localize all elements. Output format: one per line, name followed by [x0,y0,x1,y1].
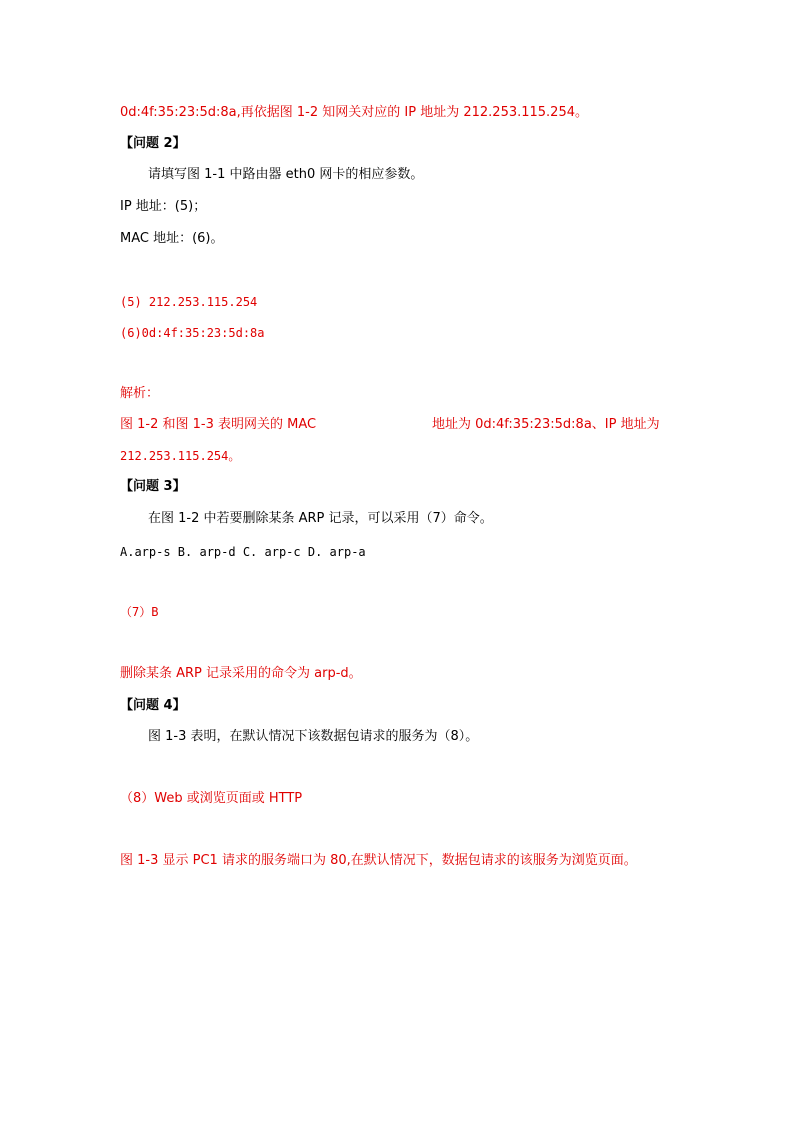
answer-7: （7）B [120,605,159,619]
answer-5: (5) 212.253.115.254 [120,295,258,309]
analysis-line-1b: 地址为 0d:4f:35:23:5d:8a、IP 地址为 [432,417,660,432]
question-3-options: A.arp-s B. arp-d C. arp-c D. arp-a [120,545,366,559]
question-3-text: 在图 1-2 中若要删除某条 ARP 记录，可以采用（7）命令。 [148,511,493,526]
mac-address-prompt: MAC 地址：(6)。 [120,231,224,246]
question-4-heading: 【问题 4】 [120,698,186,713]
answer-8: （8）Web 或浏览页面或 HTTP [120,791,303,806]
question-3-heading: 【问题 3】 [120,479,186,494]
analysis-label: 解析： [120,386,160,401]
question-2-heading: 【问题 2】 [120,136,186,151]
question-2-text: 请填写图 1-1 中路由器 eth0 网卡的相应参数。 [148,167,424,182]
analysis-line-2: 212.253.115.254。 [120,449,241,463]
answer-continuation-line: 0d:4f:35:23:5d:8a,再依据图 1-2 知网关对应的 IP 地址为 212.253.115.254。 [120,105,589,120]
analysis-line-1a: 图 1-2 和图 1-3 表明网关的 MAC [120,417,317,432]
question-4-text: 图 1-3 表明，在默认情况下该数据包请求的服务为（8）。 [148,729,479,744]
answer-7-explanation: 删除某条 ARP 记录采用的命令为 arp-d。 [120,666,362,681]
answer-6: (6)0d:4f:35:23:5d:8a [120,326,265,340]
answer-8-explanation: 图 1-3 显示 PC1 请求的服务端口为 80,在默认情况下，数据包请求的该服务为浏览页面。 [120,853,637,868]
ip-address-prompt: IP 地址：(5)； [120,199,207,214]
